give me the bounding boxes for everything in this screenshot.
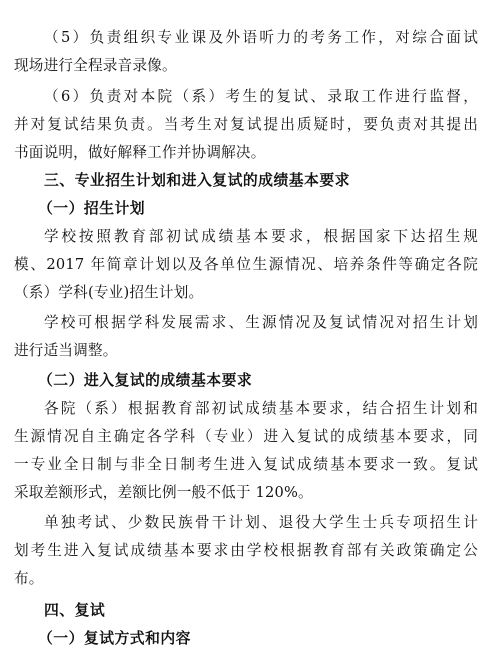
paragraph-line: 书面说明，做好解释工作并协调解决。 — [14, 144, 266, 161]
section-heading: 四、复试 — [44, 602, 106, 619]
section-heading: 三、专业招生计划和进入复试的成绩基本要求 — [44, 172, 350, 189]
paragraph-line: 并对复试结果负责。当考生对复试提出质疑时，要负责对其提出 — [14, 116, 478, 133]
paragraph-line: 现场进行全程录音录像。 — [14, 57, 177, 74]
paragraph-line: 模、2017 年简章计划以及各单位生源情况、培养条件等确定各院 — [14, 256, 478, 273]
paragraph-line: 学校可根据学科发展需求、生源情况及复试情况对招生计划 — [44, 314, 478, 331]
paragraph-line: 一专业全日制与非全日制考生进入复试成绩基本要求一致。复试 — [14, 456, 478, 473]
paragraph-line: 划考生进入复试成绩基本要求由学校根据教育部有关政策确定公 — [14, 542, 478, 559]
paragraph-line: 进行适当调整。 — [14, 342, 118, 359]
paragraph-line: 生源情况自主确定各学科（专业）进入复试的成绩基本要求，同 — [14, 428, 478, 445]
subsection-heading: （二）进入复试的成绩基本要求 — [38, 372, 253, 389]
paragraph-line: （5）负责组织专业课及外语听力的考务工作，对综合面试 — [44, 29, 478, 46]
subsection-heading: （一）招生计划 — [38, 200, 146, 217]
paragraph-line: 学校按照教育部初试成绩基本要求，根据国家下达招生规 — [44, 228, 478, 245]
paragraph-line: （6）负责对本院（系）考生的复试、录取工作进行监督， — [44, 88, 478, 105]
subsection-heading: （一）复试方式和内容 — [38, 630, 191, 647]
paragraph-line: 采取差额形式，差额比例一般不低于 120%。 — [14, 484, 313, 501]
paragraph-line: 各院（系）根据教育部初试成绩基本要求，结合招生计划和 — [44, 400, 478, 417]
paragraph-line: （系）学科(专业)招生计划。 — [14, 284, 204, 301]
paragraph-line: 单独考试、少数民族骨干计划、退役大学生士兵专项招生计 — [44, 514, 478, 531]
paragraph-line: 布。 — [14, 570, 44, 587]
